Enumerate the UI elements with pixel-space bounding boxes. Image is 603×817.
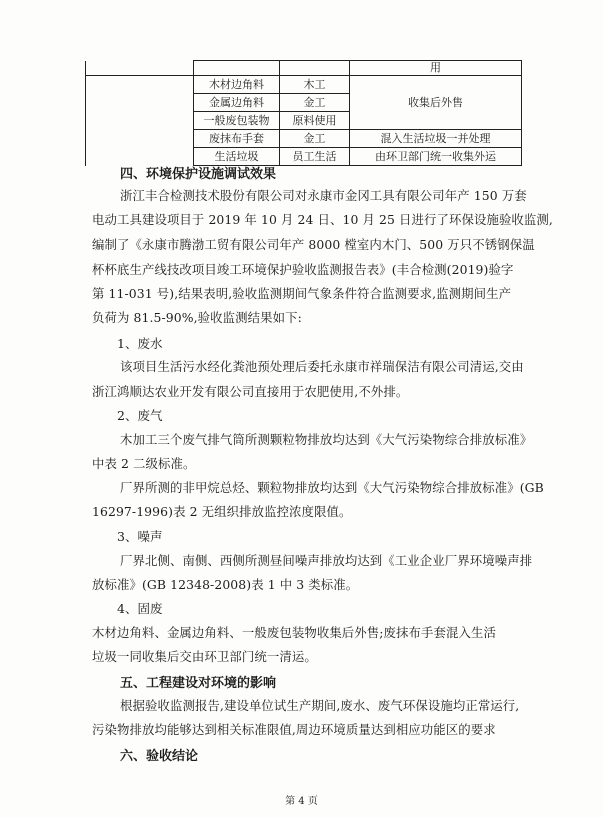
table-cell-waste: 废抹布手套 bbox=[194, 130, 280, 148]
paragraph-line: 污染物排放均能够达到相关标准限值,周边环境质量达到相应功能区的要求 bbox=[92, 722, 496, 737]
table-row bbox=[86, 76, 522, 94]
paragraph-line: 根据验收监测报告,建设单位试生产期间,废水、废气环保设施均正常运行, bbox=[120, 698, 520, 713]
paragraph-line: 浙江丰合检测技术股份有限公司对永康市金冈工具有限公司年产 150 万套 bbox=[120, 188, 527, 203]
table-cell-source: 原料使用 bbox=[280, 112, 350, 130]
table-header-cell: 用 bbox=[350, 61, 522, 76]
table-cell-waste: 金属边角料 bbox=[194, 94, 280, 112]
table-cell-source: 木工 bbox=[280, 76, 350, 94]
subsection-title-solid-waste: 4、固废 bbox=[117, 601, 163, 616]
table-cell-source: 金工 bbox=[280, 130, 350, 148]
subsection-title-exhaust: 2、废气 bbox=[117, 408, 163, 423]
paragraph-line: 第 11-031 号),结果表明,验收监测期间气象条件符合监测要求,监测期间生产 bbox=[92, 286, 512, 301]
table-cell-waste: 一般废包装物 bbox=[194, 112, 280, 130]
page-number: 第 4 页 bbox=[285, 796, 318, 807]
table-cell bbox=[280, 61, 350, 76]
subsection-title-noise: 3、噪声 bbox=[117, 529, 163, 544]
paragraph-line: 放标准》(GB 12348-2008)表 1 中 3 类标准。 bbox=[92, 577, 359, 592]
paragraph-line: 垃圾一同收集后交由环卫部门统一清运。 bbox=[92, 649, 317, 664]
table-cell-method: 混入生活垃圾一并处理 bbox=[350, 130, 522, 148]
table-cell-waste: 木材边角料 bbox=[194, 76, 280, 94]
section-5-title: 五、工程建设对环境的影响 bbox=[120, 676, 277, 691]
paragraph-line: 该项目生活污水经化粪池预处理后委托永康市祥瑞保洁有限公司清运,交由 bbox=[120, 359, 524, 374]
paragraph-line: 16297-1996)表 2 无组织排放监控浓度限值。 bbox=[92, 504, 352, 519]
paragraph-line: 木材边角料、金属边角料、一般废包装物收集后外售;废抹布手套混入生活 bbox=[92, 625, 496, 640]
section-4-title: 四、环境保护设施调试效果 bbox=[120, 167, 277, 182]
table-cell bbox=[86, 61, 194, 76]
table-cell-waste: 生活垃圾 bbox=[194, 148, 280, 166]
paragraph-line: 厂界所测的非甲烷总烃、颗粒物排放均达到《大气污染物综合排放标准》(GB bbox=[120, 480, 544, 495]
paragraph-line: 编制了《永康市腾渤工贸有限公司年产 8000 樘室内木门、500 万只不锈钢保温 bbox=[92, 237, 535, 252]
table-cell-method: 收集后外售 bbox=[350, 76, 522, 130]
table-row bbox=[86, 61, 522, 76]
paragraph-line: 浙江鸿顺达农业开发有限公司直接用于农肥使用,不外排。 bbox=[92, 384, 409, 399]
paragraph-line: 负荷为 81.5-90%,验收监测结果如下: bbox=[92, 310, 302, 325]
table-cell-source: 员工生活 bbox=[280, 148, 350, 166]
table-cell bbox=[194, 61, 280, 76]
section-6-title: 六、验收结论 bbox=[120, 749, 199, 764]
table-cell-source: 金工 bbox=[280, 94, 350, 112]
paragraph-line: 电动工具建设项目于 2019 年 10 月 24 日、10 月 25 日进行了环保设施验收监测, bbox=[92, 212, 553, 227]
solid-waste-table bbox=[85, 60, 522, 166]
paragraph-line: 木加工三个废气排气筒所测颗粒物排放均达到《大气污染物综合排放标准》 bbox=[120, 432, 533, 447]
paragraph-line: 中表 2 二级标准。 bbox=[92, 456, 196, 471]
paragraph-line: 厂界北侧、南侧、西侧所测昼间噪声排放均达到《工业企业厂界环境噪声排 bbox=[120, 553, 533, 568]
paragraph-line: 杯杯底生产线技改项目竣工环境保护验收监测报告表》(丰合检测(2019)验字 bbox=[92, 262, 514, 277]
subsection-title-wastewater: 1、废水 bbox=[117, 336, 163, 351]
table-cell-method: 由环卫部门统一收集外运 bbox=[350, 148, 522, 166]
table-cell bbox=[86, 76, 194, 166]
